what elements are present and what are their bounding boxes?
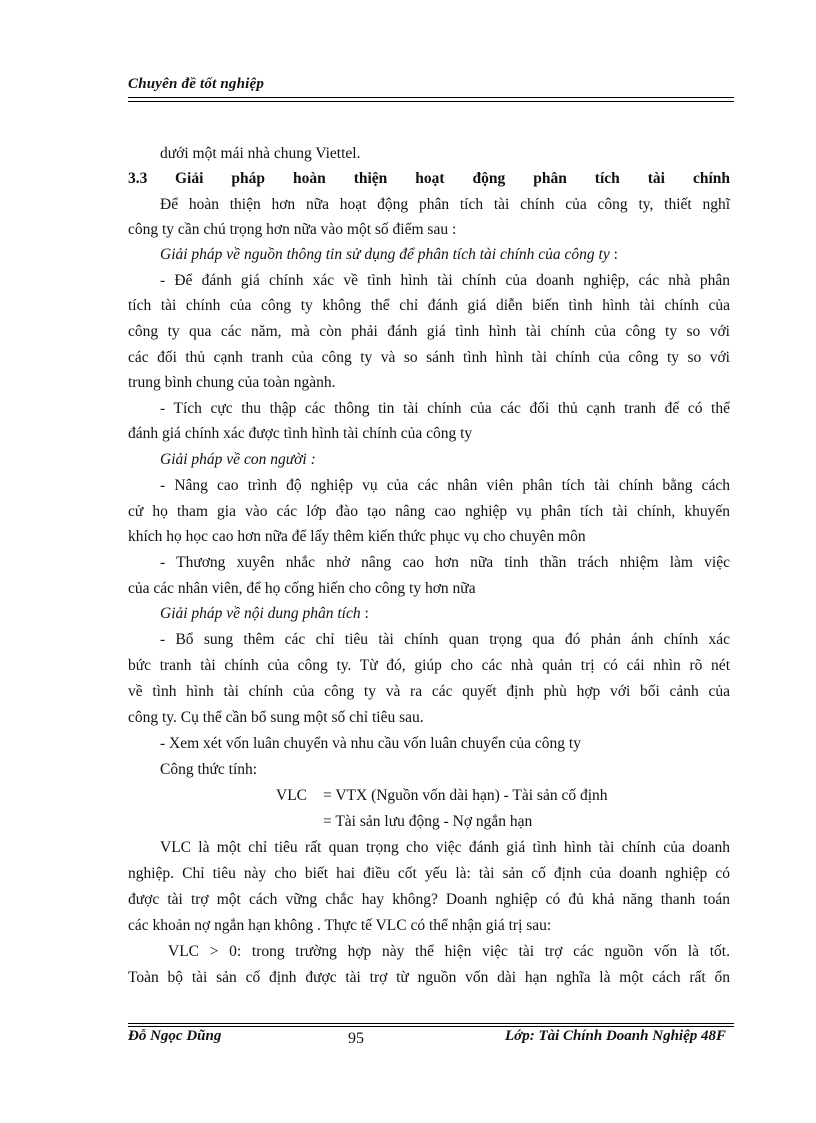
header-rule-thin xyxy=(128,101,734,102)
text-line: - Để đánh giá chính xác về tình hình tài chính của doanh nghiệp, các nhà phân xyxy=(160,272,730,289)
section-heading xyxy=(128,169,730,189)
text-line: công ty cần chú trọng hơn nữa vào một số điểm sau : xyxy=(128,221,457,238)
text-line: - Tích cực thu thập các thông tin tài chính của các đối thủ cạnh tranh để có thể xyxy=(160,400,730,417)
subheading xyxy=(160,245,618,265)
text-line: VLC > 0: trong trường hợp này thể hiện việc tài trợ các nguồn vốn là tốt. xyxy=(168,943,730,960)
formula-line: = VTX (Nguồn vốn dài hạn) - Tài sản cố định xyxy=(323,787,608,804)
running-header: Chuyên đề tốt nghiệp xyxy=(128,76,265,92)
text-line: cử họ tham gia vào các lớp đào tạo nâng cao nghiệp vụ phân tích tài chính, khuyến xyxy=(128,503,730,520)
text-line: VLC là một chỉ tiêu rất quan trọng cho việc đánh giá tình hình tài chính của doanh xyxy=(160,839,730,856)
formula-line: = Tài sản lưu động - Nợ ngắn hạn xyxy=(323,813,533,830)
footer-author: Đỗ Ngọc Dũng xyxy=(128,1028,222,1044)
formula-label: VLC xyxy=(276,787,307,804)
subheading-colon: : xyxy=(360,605,369,622)
text-line: đánh giá chính xác được tình hình tài chính của công ty xyxy=(128,425,473,442)
subheading xyxy=(160,450,316,470)
text-line: Để hoàn thiện hơn nữa hoạt động phân tích tài chính của công ty, thiết nghĩ xyxy=(160,196,730,213)
text-line: được tài trợ một cách vững chắc hay không? Doanh nghiệp có đủ khả năng thanh toán xyxy=(128,891,730,908)
text-line: Công thức tính: xyxy=(160,761,258,778)
text-line: công ty. Cụ thể cần bổ sung một số chỉ tiêu sau. xyxy=(128,709,424,726)
text-line: các khoản nợ ngắn hạn không . Thực tế VLC có thể nhận giá trị sau: xyxy=(128,917,552,934)
text-line: các đối thủ cạnh tranh của công ty và so sánh tình hình tài chính của công ty so với xyxy=(128,349,730,366)
text-line: dưới một mái nhà chung Viettel. xyxy=(160,145,361,162)
subheading-colon: : xyxy=(609,246,618,263)
text-line: về tình hình tài chính của công ty và ra các quyết định phù hợp với bối cảnh của xyxy=(128,683,730,700)
header-rule xyxy=(128,97,734,98)
text-line: - Nâng cao trình độ nghiệp vụ của các nhân viên phân tích tài chính bằng cách xyxy=(160,477,730,494)
text-line: công ty qua các năm, mà còn phải đánh giá tình hình tài chính của công ty so với xyxy=(128,323,730,340)
subheading-text: Giải pháp về nguồn thông tin sử dụng để phân tích tài chính của công ty xyxy=(160,246,610,263)
footer-rule xyxy=(128,1023,734,1024)
text-line: - Xem xét vốn luân chuyển và nhu cầu vốn luân chuyển của công ty xyxy=(160,735,581,752)
subheading xyxy=(160,604,369,624)
text-line: bức tranh tài chính của công ty. Từ đó, giúp cho các nhà quản trị có cái nhìn rõ nét xyxy=(128,657,730,674)
page-number: 95 xyxy=(348,1030,364,1047)
subheading-text: Giải pháp về nội dung phân tích xyxy=(160,605,361,622)
text-line: - Thương xuyên nhắc nhở nâng cao hơn nữa tinh thần trách nhiệm làm việc xyxy=(160,554,730,571)
text-line: khích họ học cao hơn nữa để lấy thêm kiến thức phục vụ cho chuyên môn xyxy=(128,528,586,545)
subheading-colon: : xyxy=(306,451,316,468)
text-line: Toàn bộ tài sản cố định được tài trợ từ nguồn vốn dài hạn nghĩa là một cách rất ổn xyxy=(128,969,730,986)
section-number: 3.3 xyxy=(128,170,148,187)
section-title: Giải pháp hoàn thiện hoạt động phân tích tài chính xyxy=(175,170,730,187)
text-line: trung bình chung của toàn ngành. xyxy=(128,374,336,391)
text-line: - Bổ sung thêm các chỉ tiêu tài chính quan trọng qua đó phản ánh chính xác xyxy=(160,631,730,648)
footer-class: Lớp: Tài Chính Doanh Nghiệp 48F xyxy=(504,1028,726,1044)
text-line: của các nhân viên, để họ cống hiến cho công ty hơn nữa xyxy=(128,580,476,597)
subheading-text: Giải pháp về con người xyxy=(160,451,307,468)
text-line: tích tài chính của công ty không thể chỉ đánh giá diễn biến tình hình tài chính của xyxy=(128,297,730,314)
footer-rule-thin xyxy=(128,1026,734,1027)
text-line: nghiệp. Chỉ tiêu này cho biết hai điều cốt yếu là: tài sản cố định của doanh nghiệp có xyxy=(128,865,730,882)
